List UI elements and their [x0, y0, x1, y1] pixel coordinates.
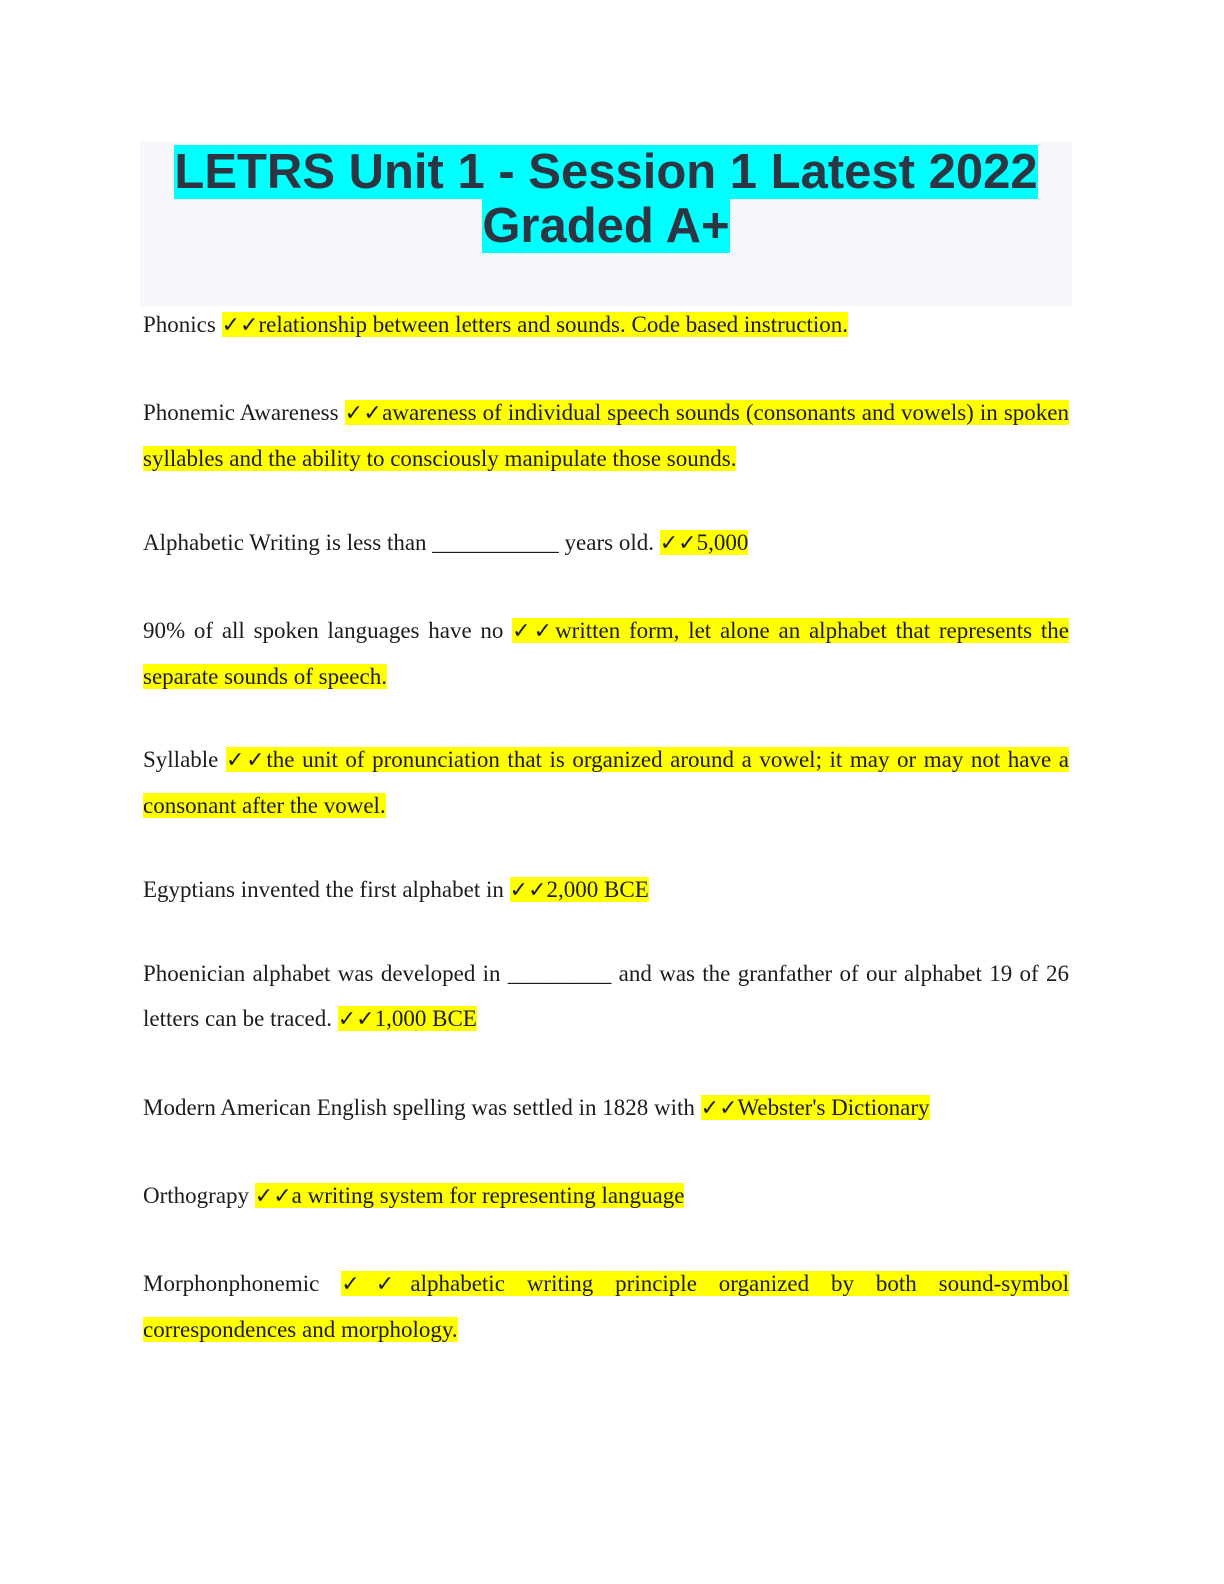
entry-egyptians	[143, 867, 1069, 913]
entry-answer: relationship between letters and sounds. Code based instruction.	[258, 312, 849, 337]
double-check-icon: ✓✓	[509, 878, 547, 903]
entry-answer-highlight	[143, 747, 1069, 818]
entry-alphabetic-writing	[143, 520, 1069, 566]
entry-answer-highlight	[338, 1006, 477, 1031]
entry-term: Phonemic Awareness	[143, 400, 345, 425]
entry-orthograpy	[143, 1173, 1069, 1219]
entry-answer: alphabetic writing principle organized by both sound-symbol correspondences and morphology.	[143, 1271, 1070, 1342]
title-box	[140, 142, 1072, 306]
entry-phonemic-awareness	[143, 390, 1069, 481]
entry-answer: 1,000 BCE	[374, 1006, 477, 1031]
double-check-icon: ✓✓	[659, 531, 697, 556]
entry-spoken-languages	[143, 608, 1069, 699]
entry-term: Modern American English spelling was settled in 1828 with	[143, 1095, 701, 1120]
entry-term: Orthograpy	[143, 1183, 255, 1208]
entry-term: Alphabetic Writing is less than ___________ years old.	[143, 530, 660, 555]
entry-morphonphonemic	[143, 1261, 1069, 1352]
entry-answer: written form, let alone an alphabet that represents the separate sounds of speech.	[143, 618, 1069, 689]
document-title-text: LETRS Unit 1 - Session 1 Latest 2022 Graded A+	[174, 145, 1038, 253]
entry-term: Egyptians invented the first alphabet in	[143, 877, 510, 902]
entry-phonics	[143, 302, 1069, 348]
entry-answer-highlight	[255, 1183, 685, 1208]
entry-term: Morphonphonemic	[143, 1271, 342, 1296]
entry-syllable	[143, 737, 1069, 828]
entry-answer: 2,000 BCE	[546, 877, 649, 902]
entry-term: 90% of all spoken languages have no	[143, 618, 513, 643]
double-check-icon: ✓✓	[337, 1007, 375, 1032]
entry-answer: awareness of individual speech sounds (consonants and vowels) in spoken syllables and the ability to consciously manipulate those sounds.	[143, 400, 1069, 471]
double-check-icon: ✓✓	[700, 1096, 738, 1121]
entry-answer-highlight	[222, 312, 848, 337]
entry-term: Phoenician alphabet was developed in _________ and was the granfather of our alphabet 19 of 26 letters can be traced.	[143, 961, 1069, 1031]
entry-term: Syllable	[143, 747, 226, 772]
entry-answer: 5,000	[696, 530, 749, 555]
entry-answer: the unit of pronunciation that is organized around a vowel; it may or may not have a consonant after the vowel.	[143, 747, 1069, 818]
double-check-icon: ✓✓	[225, 748, 267, 773]
entry-phoenician	[143, 951, 1069, 1042]
double-check-icon: ✓✓	[344, 401, 383, 426]
entry-answer-highlight	[701, 1095, 930, 1120]
double-check-icon: ✓✓	[341, 1272, 411, 1297]
double-check-icon: ✓✓	[254, 1184, 292, 1209]
entry-answer: a writing system for representing language	[291, 1183, 685, 1208]
entry-answer: Webster's Dictionary	[737, 1095, 930, 1120]
entry-answer-highlight	[510, 877, 649, 902]
entry-term: Phonics	[143, 312, 222, 337]
double-check-icon: ✓✓	[512, 619, 556, 644]
document-title	[140, 142, 1072, 253]
entry-modern-spelling	[143, 1085, 1069, 1131]
entry-answer-highlight	[660, 530, 749, 555]
double-check-icon: ✓✓	[221, 313, 259, 338]
